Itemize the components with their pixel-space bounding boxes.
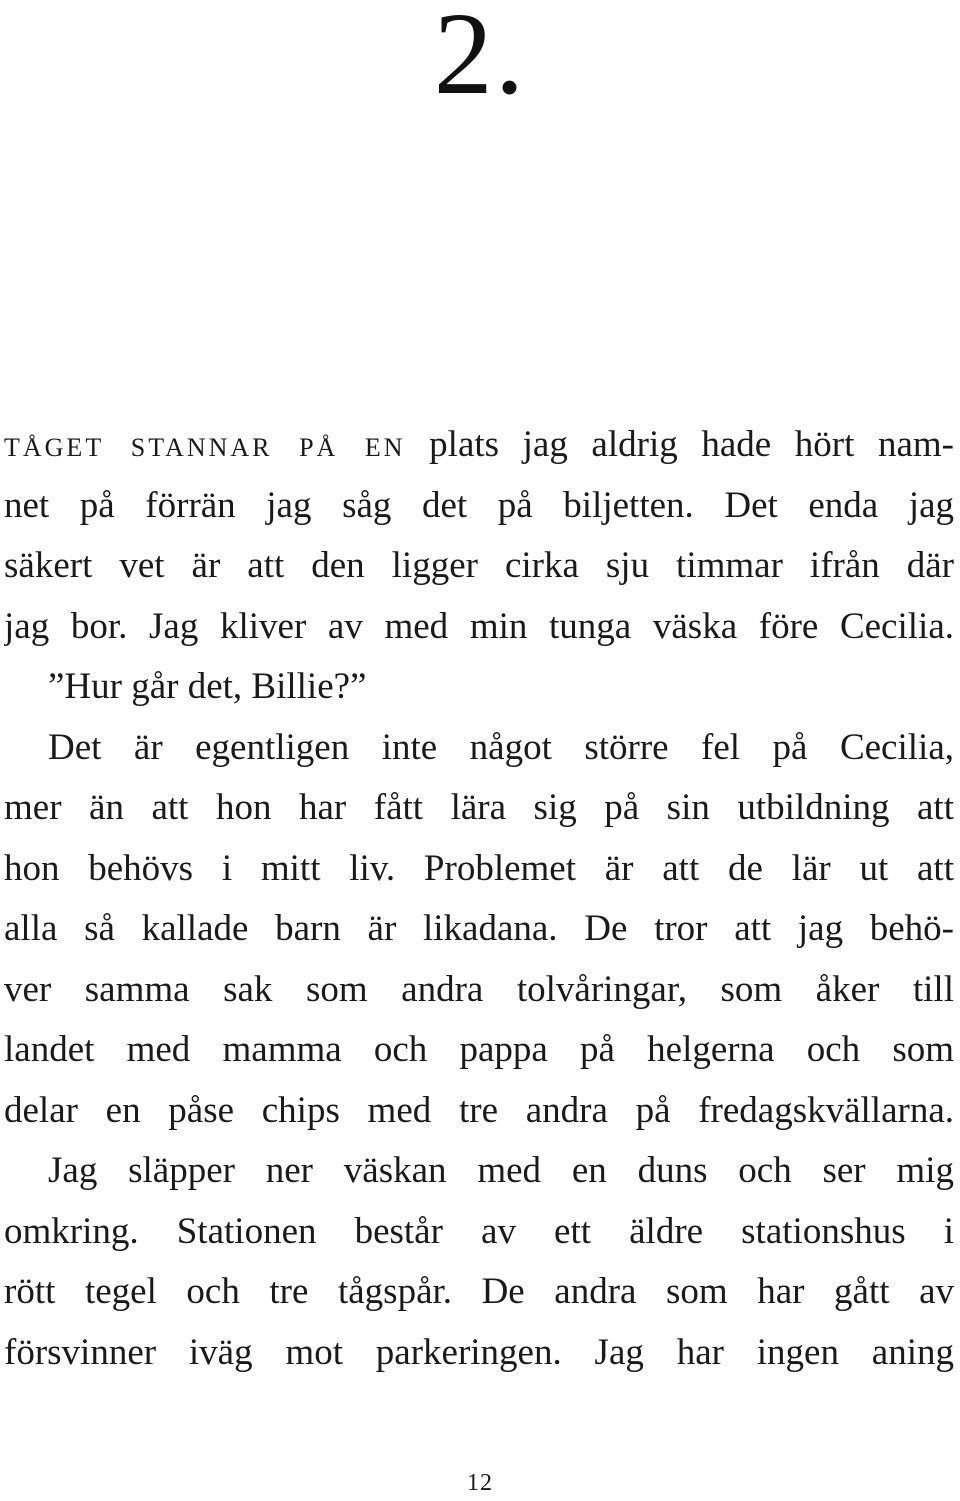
text-line: försvinner iväg mot parkeringen. Jag har ingen aning: [4, 1331, 954, 1373]
text-line: mer än att hon har fått lära sig på sin utbildning att: [4, 787, 954, 828]
text-line: delar en påse chips med tre andra på fredagskvällarna.: [4, 1089, 954, 1131]
text-line: hon behövs i mitt liv. Problemet är att de lär ut att: [4, 847, 954, 889]
lead-smallcaps: tåget stannar på en: [4, 424, 406, 465]
text-line: landet med mamma och pappa på helgerna och som: [4, 1029, 954, 1070]
chapter-number: 2.: [433, 0, 527, 119]
text-line: omkring. Stationen består av ett äldre stationshus i: [4, 1210, 954, 1252]
text-line: jag bor. Jag kliver av med min tunga väska före Cecilia.: [4, 605, 954, 647]
body-text: [4, 415, 954, 1383]
text-line: ”Hur går det, Billie?”: [48, 666, 367, 707]
text-line: ver samma sak som andra tolvåringar, som åker till: [4, 968, 954, 1010]
text-line: säkert vet är att den ligger cirka sju timmar ifrån där: [4, 545, 954, 586]
text-line-content: plats jag aldrig hade hört nam-: [405, 424, 954, 465]
page-number: 12: [467, 1470, 493, 1496]
text-line: Jag släpper ner väskan med en duns och ser mig: [48, 1150, 954, 1191]
text-line: [4, 415, 954, 476]
text-line: Det är egentligen inte något större fel på Cecilia,: [48, 726, 954, 768]
text-line: alla så kallade barn är likadana. De tror att jag behö-: [4, 908, 954, 949]
text-line: rött tegel och tre tågspår. De andra som har gått av: [4, 1271, 954, 1312]
text-line: net på förrän jag såg det på biljetten. Det enda jag: [4, 484, 954, 526]
